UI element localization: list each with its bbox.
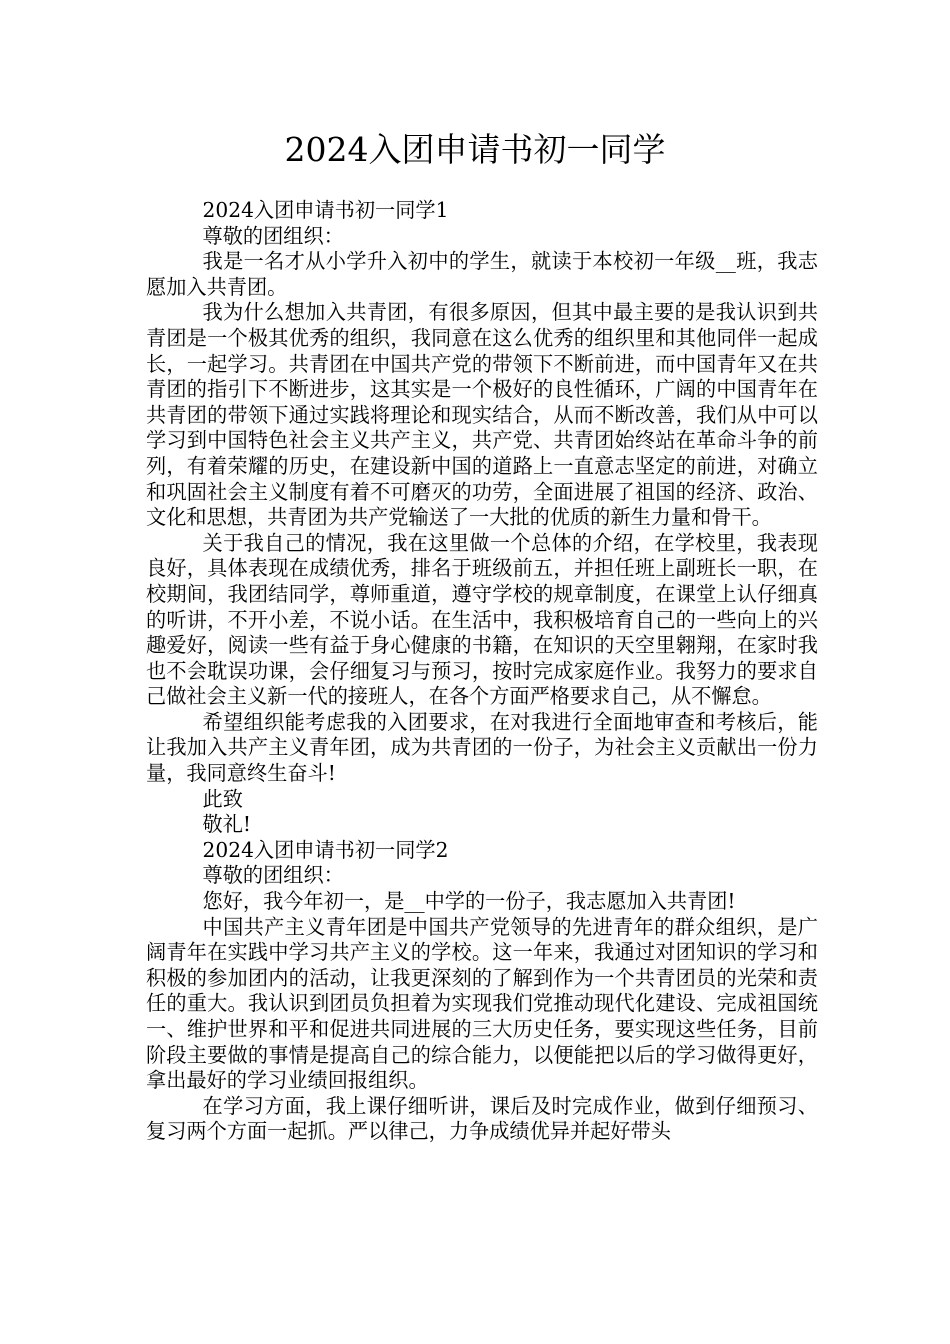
closing-line: 敬礼! [202, 812, 252, 837]
section-heading-1: 2024入团申请书初一同学1 [202, 198, 449, 222]
paragraph: 关于我自己的情况，我在这里做一个总体的介绍，在学校里，我表现良好，具体表现在成绩优秀，排名于班级前五，并担任班上副班长一职，在校期间，我团结同学，尊师重道，遵守学校的规章制度，在课堂上认仔细真的听讲，不开小差，不说小话。在生活中，我积极培育自己的一些向上的兴趣爱好，阅读一些有益于身心健康的书籍，在知识的天空里翱翔，在家时我也不会耽误功课，会仔细复习与预习，按时完成家庭作业。我努力的要求自己做社会主义新一代的接班人，在各个方面严格要求自己，从不懈怠。 [146, 530, 818, 709]
salutation-2: 尊敬的团组织： [202, 863, 344, 888]
paragraph: 希望组织能考虑我的入团要求，在对我进行全面地审查和考核后，能让我加入共产主义青年团，成为共青团的一份子，为社会主义贡献出一份力量，我同意终生奋斗! [146, 709, 818, 786]
greeting-line: 您好，我今年初一，是__中学的一份子，我志愿加入共青团! [202, 889, 736, 914]
paragraph: 在学习方面，我上课仔细听讲，课后及时完成作业，做到仔细预习、复习两个方面一起抓。严以律己，力争成绩优异并起好带头 [146, 1093, 818, 1144]
salutation-1: 尊敬的团组织： [202, 223, 344, 248]
document-body [146, 198, 818, 1145]
closing-line: 此致 [202, 786, 243, 811]
paragraph: 我是一名才从小学升入初中的学生，就读于本校初一年级__班，我志愿加入共青团。 [146, 249, 818, 299]
section-heading-2: 2024入团申请书初一同学2 [202, 837, 449, 862]
paragraph: 中国共产主义青年团是中国共产党领导的先进青年的群众组织，是广阔青年在实践中学习共产主义的学校。这一年来，我通过对团知识的学习和积极的参加团内的活动，让我更深刻的了解到作为一个共青团员的光荣和责任的重大。我认识到团员负担着为实现我们党推动现代化建设、完成祖国统一、维护世界和平和促进共同进展的三大历史任务，要实现这些任务，目前阶段主要做的事情是提高自己的综合能力，以便能把以后的学习做得更好，拿出最好的学习业绩回报组织。 [146, 914, 818, 1093]
paragraph: 我为什么想加入共青团，有很多原因，但其中最主要的是我认识到共青团是一个极其优秀的组织，我同意在这么优秀的组织里和其他同伴一起成长，一起学习。共青团在中国共产党的带领下不断前进，而中国青年又在共青团的指引下不断进步，这其实是一个极好的良性循环，广阔的中国青年在共青团的带领下通过实践将理论和现实结合，从而不断改善，我们从中可以学习到中国特色社会主义共产主义，共产党、共青团始终站在革命斗争的前列，有着荣耀的历史，在建设新中国的道路上一直意志坚定的前进，对确立和巩固社会主义制度有着不可磨灭的功劳，全面进展了祖国的经济、政治、文化和思想，共青团为共产党输送了一大批的优质的新生力量和骨干。 [146, 300, 818, 530]
page-title: 2024入团申请书初一同学 [284, 130, 666, 169]
